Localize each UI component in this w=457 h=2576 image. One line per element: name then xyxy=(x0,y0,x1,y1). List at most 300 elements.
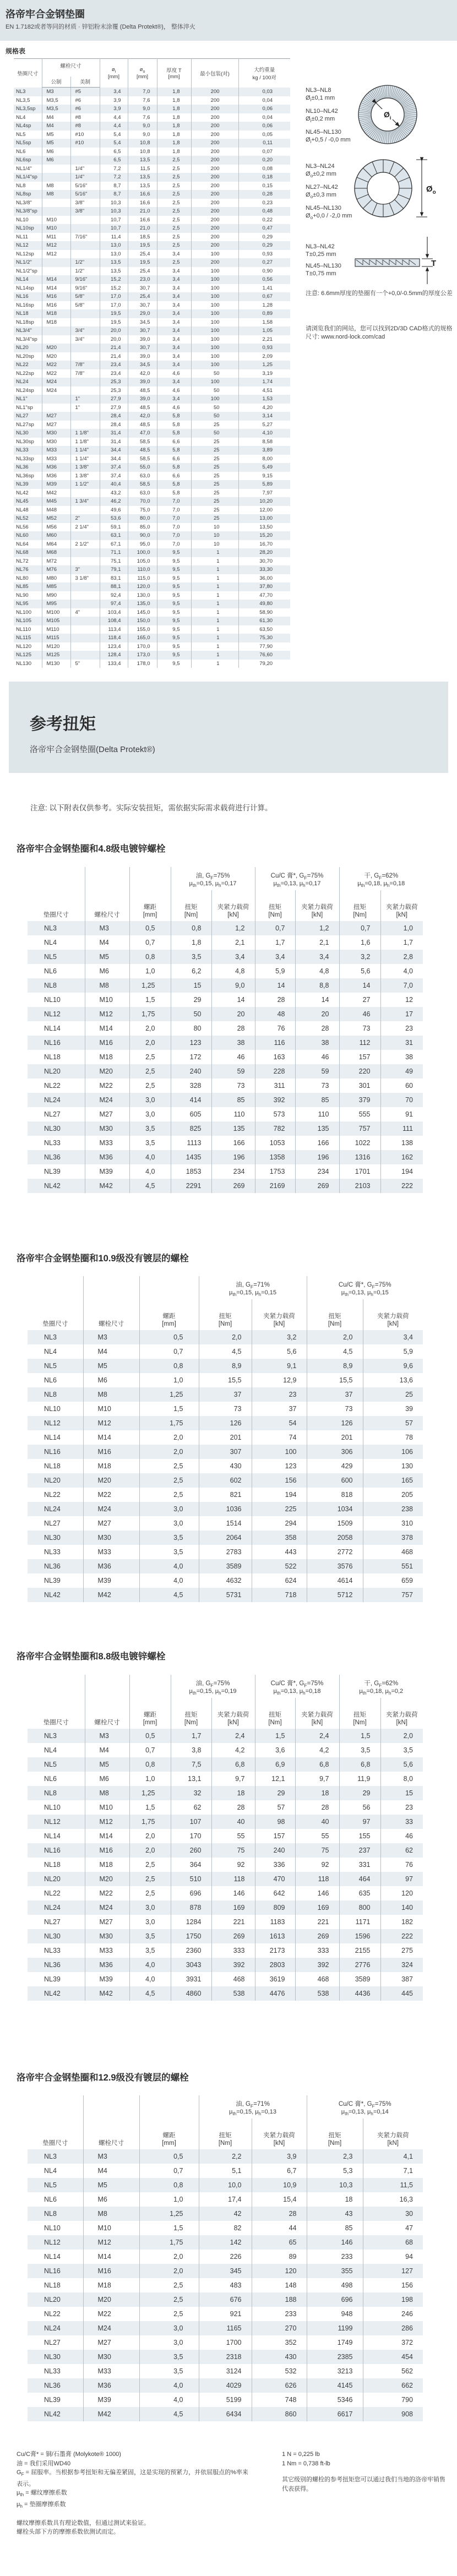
table-cell: M24 xyxy=(83,2321,139,2335)
table-cell: 1700 xyxy=(199,2335,252,2350)
table-cell xyxy=(70,600,100,608)
table-cell: 85 xyxy=(295,1093,339,1107)
table-cell: 1613 xyxy=(255,1929,295,1943)
table-row xyxy=(28,1064,423,1079)
table-cell xyxy=(70,241,100,250)
spec-table-header xyxy=(14,59,290,88)
table-cell: 328 xyxy=(171,1079,211,1093)
table-cell: 4436 xyxy=(339,1986,380,2001)
table-cell: 56 xyxy=(339,1800,380,1815)
table-cell: 7/8" xyxy=(70,369,100,378)
table-cell: M16 xyxy=(85,1843,129,1858)
table-cell: M22 xyxy=(83,1488,139,1502)
table-cell: NL33 xyxy=(16,447,29,454)
table-cell: 13,5 xyxy=(100,258,128,267)
table-cell: 100 xyxy=(191,361,238,369)
table-cell: 1,8 xyxy=(157,130,191,139)
table-cell: 30,7 xyxy=(128,284,157,293)
table-cell: 6,6 xyxy=(157,438,191,446)
col-header-torque: 扭矩 [Nm] xyxy=(255,1698,295,1729)
table-row xyxy=(14,122,290,130)
table-cell: 1 1/2" xyxy=(70,480,100,489)
table-cell: 8,9 xyxy=(307,1359,363,1373)
table-cell: 3,0 xyxy=(139,1516,199,1531)
table-cell: 29,0 xyxy=(128,309,157,318)
table-row xyxy=(28,2407,423,2421)
table-cell: NL14 xyxy=(44,2253,61,2261)
table-cell: M30 xyxy=(42,429,70,438)
table-cell: 25 xyxy=(191,438,238,446)
table-cell: 7,2 xyxy=(100,173,128,182)
table-cell: NL24 xyxy=(16,379,29,385)
table-cell: 3,4 xyxy=(363,1330,423,1344)
table-cell: 3,4 xyxy=(157,335,191,344)
table-cell: 3931 xyxy=(171,1972,211,1986)
table-row xyxy=(28,1815,423,1829)
table-cell: 5,6 xyxy=(339,964,380,978)
table-cell: 234 xyxy=(211,1164,255,1179)
table-cell: 13,0 xyxy=(100,241,128,250)
table-cell: 642 xyxy=(255,1886,295,1900)
table-cell: 5,9 xyxy=(363,1344,423,1359)
table-cell: M22 xyxy=(85,1886,129,1900)
washer-side-profile-diagram xyxy=(352,232,440,287)
table-cell: 1/2" xyxy=(70,258,100,267)
table-cell xyxy=(70,216,100,225)
table-cell: M56 xyxy=(42,523,70,532)
table-row xyxy=(14,540,290,549)
table-row xyxy=(28,2321,423,2335)
table-cell: 200 xyxy=(191,113,238,122)
table-row xyxy=(28,2192,423,2207)
table-cell: 73 xyxy=(307,1402,363,1416)
table-cell: 0,7 xyxy=(255,921,295,935)
table-cell: 2,5 xyxy=(157,258,191,267)
table-cell: 464 xyxy=(339,1872,380,1886)
table-cell: 200 xyxy=(191,130,238,139)
table-cell: M5 xyxy=(83,2178,139,2192)
table-cell: M3 xyxy=(85,1729,129,1743)
table-cell: 1,5 xyxy=(339,1729,380,1743)
table-cell: 7,0 xyxy=(128,88,157,96)
table-cell: 3,5 xyxy=(139,1545,199,1559)
table-cell: 696 xyxy=(307,2292,363,2307)
table-cell: NL3/4"sp xyxy=(16,336,37,342)
table-cell: 1 xyxy=(191,565,238,574)
table-cell: 1 1/8" xyxy=(70,438,100,446)
table-cell: 79,1 xyxy=(100,565,128,574)
table-cell: 3,5 xyxy=(139,2364,199,2378)
table-cell: 3,2 xyxy=(339,950,380,964)
table-cell: 4,5 xyxy=(307,1344,363,1359)
table-cell: 7,0 xyxy=(157,506,191,515)
table-cell: NL1"sp xyxy=(16,404,33,411)
table-cell: 200 xyxy=(191,139,238,148)
table-cell: 0,8 xyxy=(171,921,211,935)
spec-table-body xyxy=(14,88,290,668)
table-cell: 2,5 xyxy=(157,207,191,216)
col-header-torque: 扭矩 [Nm] xyxy=(307,1299,363,1330)
table-cell: 205 xyxy=(363,1488,423,1502)
table-cell: M8 xyxy=(83,1387,139,1402)
table-cell: 28 xyxy=(295,1800,339,1815)
table-cell: NL1/2" xyxy=(16,259,32,266)
table-row xyxy=(28,1531,423,1545)
table-cell: NL10 xyxy=(44,1804,61,1811)
table-cell: 130,0 xyxy=(128,591,157,600)
table-row xyxy=(14,608,290,617)
table-cell: 2 1/4" xyxy=(70,523,100,532)
col-header-torque: 扭矩 [Nm] xyxy=(339,1698,380,1729)
table-cell: 908 xyxy=(363,2407,423,2421)
table-cell: M18 xyxy=(85,1050,129,1064)
table-cell: 23 xyxy=(252,1387,307,1402)
col-header-thickness: 厚度 T [mm] xyxy=(157,59,191,88)
table-cell: M27 xyxy=(85,1107,129,1121)
table-cell: M95 xyxy=(42,600,70,608)
table-cell: 3,4 xyxy=(157,275,191,284)
table-cell: 532 xyxy=(252,2364,307,2378)
table-cell: 2,5 xyxy=(157,173,191,182)
table-cell: 225 xyxy=(252,1502,307,1516)
table-cell: 19,5 xyxy=(128,241,157,250)
table-cell: 172 xyxy=(171,1050,211,1064)
table-cell: 0,7 xyxy=(139,2164,199,2178)
table-cell: 200 xyxy=(191,207,238,216)
table-cell: 9,6 xyxy=(363,1359,423,1373)
col-header-torque: 扭矩 [Nm] xyxy=(199,1299,252,1330)
table-cell: 800 xyxy=(339,1900,380,1915)
table-cell: M4 xyxy=(85,935,129,950)
table-cell: 1" xyxy=(70,404,100,412)
col-header-washer-size: 垫圈尺寸 xyxy=(43,912,69,918)
table-cell: M18 xyxy=(42,309,70,318)
table-cell: NL18 xyxy=(44,1861,61,1869)
table-cell: 0,03 xyxy=(238,88,290,96)
table-cell: 1,53 xyxy=(238,395,290,404)
table-cell: 1 xyxy=(191,582,238,591)
table-cell: 8,0 xyxy=(380,1772,423,1786)
table-cell: NL18 xyxy=(44,1053,61,1061)
table-cell: 200 xyxy=(191,165,238,173)
table-cell: 1,75 xyxy=(129,1007,171,1021)
table-cell: 4145 xyxy=(307,2378,363,2393)
table-row xyxy=(14,472,290,481)
table-cell: 19,5 xyxy=(128,258,157,267)
table-cell: NL3 xyxy=(44,924,57,932)
table-cell: 39,0 xyxy=(128,352,157,361)
table-cell: 0,5 xyxy=(129,1729,171,1743)
table-cell: M24 xyxy=(85,1093,129,1107)
table-cell: 5,8 xyxy=(157,412,191,421)
table-cell: 29 xyxy=(255,1786,295,1800)
table-row xyxy=(28,993,423,1007)
table-cell: 59,1 xyxy=(100,523,128,532)
table-cell: 270 xyxy=(252,2321,307,2335)
table-cell: NL1/4" xyxy=(16,165,32,172)
table-cell: 37 xyxy=(307,1387,363,1402)
table-cell: 4,5 xyxy=(129,1986,171,2001)
table-cell: 445 xyxy=(380,1986,423,2001)
table-cell: 29 xyxy=(339,1786,380,1800)
table-cell: 100 xyxy=(191,326,238,335)
table-cell: 379 xyxy=(339,1093,380,1107)
table-cell: 3,5 xyxy=(129,1943,171,1958)
table-cell: 2169 xyxy=(255,1179,295,1193)
table-cell: 133,4 xyxy=(100,660,128,668)
table-cell: 5,8 xyxy=(157,463,191,472)
table-cell: 4029 xyxy=(199,2378,252,2393)
table-cell: 70,0 xyxy=(128,497,157,506)
table-cell: NL33sp xyxy=(16,455,34,462)
table-cell: 3124 xyxy=(199,2364,252,2378)
table-cell: 1,75 xyxy=(139,2235,199,2250)
table-cell: 196 xyxy=(211,1150,255,1164)
table-cell: 1,25 xyxy=(139,2207,199,2221)
table-cell: 605 xyxy=(171,1107,211,1121)
table-cell xyxy=(70,506,100,515)
table-cell: 3" xyxy=(70,565,100,574)
table-cell: 2,5 xyxy=(139,1459,199,1473)
table-cell: 510 xyxy=(171,1872,211,1886)
table-cell: 2,0 xyxy=(129,1021,171,1036)
table-cell: 94 xyxy=(363,2250,423,2264)
table-cell: 50 xyxy=(191,369,238,378)
table-cell: 2,5 xyxy=(129,1079,171,1093)
tolerance-entry: NL45–NL130 $Ø_i+0,5 / -0,0$ mm xyxy=(306,129,351,145)
table-cell: 40 xyxy=(295,1815,339,1829)
table-cell: NL4 xyxy=(44,1746,57,1754)
table-cell: 2,1 xyxy=(211,935,255,950)
table-cell: 238 xyxy=(363,1502,423,1516)
footnotes xyxy=(17,2450,446,2537)
table-cell: M14 xyxy=(83,1430,139,1445)
table-cell: 2,0 xyxy=(380,1729,423,1743)
table-cell: 11,9 xyxy=(339,1772,380,1786)
table-cell: 37 xyxy=(199,1387,252,1402)
table-cell: 4,5 xyxy=(139,1588,199,1602)
table-cell: 306 xyxy=(307,1445,363,1459)
table-cell: 2,5 xyxy=(157,241,191,250)
table-cell: 166 xyxy=(295,1136,339,1150)
table-cell: 372 xyxy=(363,2335,423,2350)
table-cell: 15,4 xyxy=(252,2192,307,2207)
table-cell xyxy=(70,412,100,421)
table-cell: 165,0 xyxy=(128,634,157,642)
table-row xyxy=(28,1387,423,1402)
table-row xyxy=(14,275,290,284)
table-cell: 170 xyxy=(171,1829,211,1843)
table-cell: 2291 xyxy=(171,1179,211,1193)
footnote-line: 螺纹摩擦系数具有理论数值，但通过测试来验证。 xyxy=(17,2519,150,2526)
table-cell: 16,3 xyxy=(363,2192,423,2207)
table-cell: 42,0 xyxy=(128,369,157,378)
col-header-inner-diameter: $ø_i$ [mm] xyxy=(100,59,128,88)
table-cell: 100 xyxy=(191,395,238,404)
torque-notice: 注意: 以下附表仅供参考。实际安装扭矩，需依据实际需求载荷进行计算。 xyxy=(30,804,273,812)
table-cell: 10,3 xyxy=(100,207,128,216)
col-header-pitch: 螺距 [mm] xyxy=(129,890,171,921)
table-row xyxy=(14,96,290,105)
table-cell: 1,8 xyxy=(157,148,191,156)
table-cell: 200 xyxy=(191,258,238,267)
table-cell: 0,15 xyxy=(238,182,290,190)
table-cell: 662 xyxy=(363,2378,423,2393)
table-cell: M4 xyxy=(42,122,70,130)
table-cell: M12 xyxy=(42,241,70,250)
table-cell: 4476 xyxy=(255,1986,295,2001)
table-cell: NL22 xyxy=(44,1889,61,1897)
table-cell: 3,9 xyxy=(252,2149,307,2164)
table-cell: 0,28 xyxy=(238,190,290,199)
col-header-torque: 扭矩 [Nm] xyxy=(171,890,211,921)
table-cell: 0,07 xyxy=(238,148,290,156)
table-cell: 0,7 xyxy=(129,935,171,950)
table-cell: 9,5 xyxy=(157,565,191,574)
table-cell: 200 xyxy=(191,182,238,190)
table-cell: M5 xyxy=(85,1757,129,1772)
table-cell: 222 xyxy=(380,1179,423,1193)
table-row xyxy=(14,233,290,242)
table-cell: M14 xyxy=(85,1829,129,1843)
table-cell: M33 xyxy=(83,1545,139,1559)
table-row xyxy=(28,2278,423,2292)
table-cell: 3,0 xyxy=(129,1900,171,1915)
table-cell: NL5 xyxy=(44,1761,57,1768)
table-cell: 3,0 xyxy=(139,1502,199,1516)
table-cell: 228 xyxy=(255,1064,295,1079)
table-cell: 0,90 xyxy=(238,267,290,276)
table-cell: M33 xyxy=(42,446,70,455)
table-cell: 39,0 xyxy=(128,378,157,386)
table-cell: 1,75 xyxy=(129,1815,171,1829)
table-cell: 110 xyxy=(211,1107,255,1121)
table-row xyxy=(28,2207,423,2221)
table-row xyxy=(28,2378,423,2393)
table-cell: 7,0 xyxy=(157,514,191,523)
table-row xyxy=(28,2235,423,2250)
table-cell: NL52 xyxy=(16,515,29,522)
table-cell: 21,0 xyxy=(128,207,157,216)
table-cell: 921 xyxy=(199,2307,252,2321)
table-cell: 3,4 xyxy=(157,309,191,318)
table-cell: 294 xyxy=(252,1516,307,1531)
table-row xyxy=(28,1872,423,1886)
table-cell: 2,4 xyxy=(211,1729,255,1743)
table-cell: M8 xyxy=(42,190,70,199)
table-cell: 58,90 xyxy=(238,608,290,617)
table-cell: 18 xyxy=(211,1786,255,1800)
table-cell: 538 xyxy=(211,1986,255,2001)
table-cell: M36 xyxy=(85,1150,129,1164)
torque-table-10-9-title: 洛帝牢合金钢垫圈和10.9级没有镀层的螺栓 xyxy=(17,1254,189,1264)
table-cell: 75,30 xyxy=(238,634,290,642)
table-cell: NL39 xyxy=(44,1975,61,1983)
table-cell: 18 xyxy=(295,1786,339,1800)
table-cell: 19,5 xyxy=(100,318,128,327)
table-cell: 97 xyxy=(339,1815,380,1829)
table-cell: 19,5 xyxy=(100,309,128,318)
table-cell: 92 xyxy=(211,1858,255,1872)
table-cell: NL33 xyxy=(44,2367,61,2375)
table-row xyxy=(14,642,290,651)
table-cell: NL6 xyxy=(44,967,57,975)
table-cell: NL36 xyxy=(44,1562,61,1570)
table-cell xyxy=(70,548,100,557)
table-cell: 3,9 xyxy=(100,96,128,105)
table-cell: NL20 xyxy=(44,1875,61,1883)
table-cell: 36,00 xyxy=(238,574,290,583)
table-cell: 1,5 xyxy=(139,2221,199,2235)
table-cell: 25 xyxy=(191,455,238,464)
table-cell: 46,2 xyxy=(100,497,128,506)
table-cell: 5,9 xyxy=(255,964,295,978)
table-cell: M5 xyxy=(85,950,129,964)
table-cell: M105 xyxy=(42,617,70,625)
table-cell: 4,4 xyxy=(100,113,128,122)
table-row xyxy=(14,173,290,182)
table-cell: NL10 xyxy=(44,996,61,1004)
page-subtitle: EN 1.7182或者等同的材质 · 锌铝粉末涂覆 (Delta Protekt®)， 整体淬火 xyxy=(6,24,195,30)
table-cell: 82 xyxy=(199,2221,252,2235)
table-cell: 7,1 xyxy=(363,2164,423,2178)
table-cell: 25 xyxy=(191,463,238,472)
table-row xyxy=(14,625,290,634)
footnote-definitions xyxy=(17,2450,252,2512)
footnote-line: 1 Nm = 0,738 ft-lb xyxy=(282,2460,330,2467)
table-cell: 1,0 xyxy=(380,921,423,935)
table-cell: NL22 xyxy=(16,362,29,368)
table-row xyxy=(14,565,290,574)
table-cell: 4,5 xyxy=(129,1179,171,1193)
table-cell: 352 xyxy=(252,2335,307,2350)
table-row xyxy=(14,241,290,250)
table-cell: 200 xyxy=(191,105,238,113)
table-cell: 6,2 xyxy=(171,964,211,978)
table-cell: 30,70 xyxy=(238,557,290,566)
table-cell: 138 xyxy=(380,1136,423,1150)
table-cell: 1,6 xyxy=(339,935,380,950)
table-cell: 3,5 xyxy=(339,1743,380,1757)
table-cell: M33 xyxy=(85,1943,129,1958)
table-cell: 200 xyxy=(191,122,238,130)
table-cell: 194 xyxy=(252,1488,307,1502)
table-cell xyxy=(42,199,70,208)
table-cell: 50 xyxy=(191,404,238,412)
table-cell: M4 xyxy=(42,113,70,122)
table-cell: 3,5 xyxy=(129,1121,171,1136)
table-cell: NL36 xyxy=(16,464,29,471)
table-cell: NL24 xyxy=(44,1096,61,1104)
torque-banner-title: 参考扭矩 xyxy=(30,715,96,733)
table-cell: M3,5 xyxy=(42,96,70,105)
table-cell: 345 xyxy=(199,2264,252,2278)
table-cell: 1509 xyxy=(307,1516,363,1531)
table-cell: 226 xyxy=(199,2250,252,2264)
table-cell: 12,00 xyxy=(238,506,290,515)
table-cell: 0,8 xyxy=(139,2178,199,2192)
table-cell: 169 xyxy=(211,1900,255,1915)
table-row xyxy=(28,964,423,978)
table-cell: 2,0 xyxy=(139,2250,199,2264)
table-cell: 2,5 xyxy=(157,216,191,225)
table-cell: 9/16" xyxy=(70,275,100,284)
table-cell: 10 xyxy=(191,523,238,532)
table-cell: 2318 xyxy=(199,2350,252,2364)
col-header-pitch: 螺距 [mm] xyxy=(129,1698,171,1729)
table-row xyxy=(28,2393,423,2407)
table-cell: 20 xyxy=(211,1007,255,1021)
